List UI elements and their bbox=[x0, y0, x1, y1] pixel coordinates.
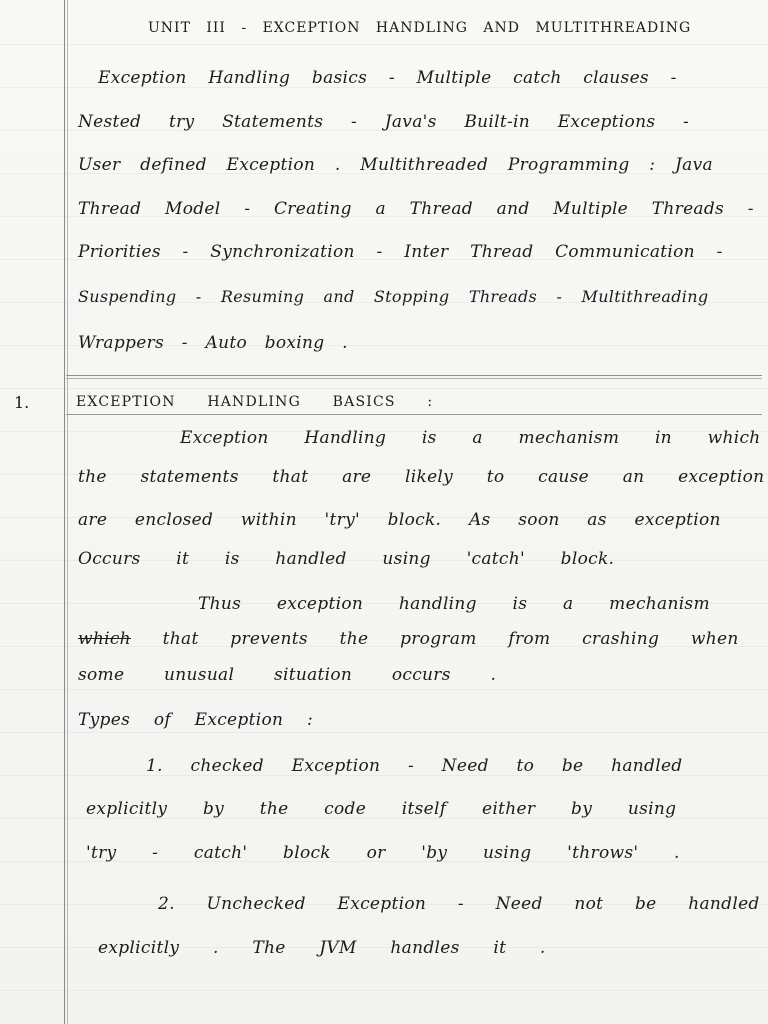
syllabus-line-3: User defined Exception . Multithreaded Programming : Java bbox=[78, 155, 713, 175]
section-number: 1. bbox=[14, 393, 30, 412]
types-heading: Types of Exception : bbox=[78, 710, 313, 730]
margin-line bbox=[64, 0, 65, 1024]
types-line-1: 1. checked Exception - Need to be handled bbox=[146, 756, 683, 776]
para1-line-2: the statements that are likely to cause an exception bbox=[78, 467, 765, 487]
para2-line-1: Thus exception handling is a mechanism bbox=[198, 594, 710, 614]
para1-line-4: Occurs it is handled using 'catch' block. bbox=[78, 549, 615, 569]
ruled-line bbox=[0, 689, 768, 690]
section-title-underline bbox=[66, 414, 762, 415]
para2-line-2-rest: that prevents the program from crashing when bbox=[162, 629, 739, 649]
syllabus-line-1: Exception Handling basics - Multiple catch clauses - bbox=[98, 68, 677, 88]
types-line-2: explicitly by the code itself either by using bbox=[86, 799, 677, 819]
ruled-line bbox=[0, 44, 768, 45]
types-line-4: 2. Unchecked Exception - Need not be handled bbox=[158, 894, 760, 914]
unit-heading: UNIT III - EXCEPTION HANDLING AND MULTITHREADING bbox=[148, 20, 692, 36]
syllabus-line-4: Thread Model - Creating a Thread and Multiple Threads - bbox=[78, 199, 754, 219]
section-separator-bottom bbox=[66, 378, 762, 379]
syllabus-line-7: Wrappers - Auto boxing . bbox=[78, 333, 348, 353]
types-line-5: explicitly . The JVM handles it . bbox=[98, 938, 546, 958]
types-line-3: 'try - catch' block or 'by using 'throws' . bbox=[86, 843, 680, 863]
ruled-line bbox=[0, 388, 768, 389]
ruled-line bbox=[0, 732, 768, 733]
section-separator-top bbox=[66, 375, 762, 376]
struck-word: which bbox=[78, 629, 131, 649]
syllabus-line-6: Suspending - Resuming and Stopping Threads - Multithreading bbox=[78, 287, 709, 306]
ruled-line bbox=[0, 990, 768, 991]
syllabus-line-2: Nested try Statements - Java's Built-in Exceptions - bbox=[78, 112, 690, 132]
para2-line-3: some unusual situation occurs . bbox=[78, 665, 497, 685]
para1-line-1: Exception Handling is a mechanism in which bbox=[180, 428, 761, 448]
para1-line-3: are enclosed within 'try' block. As soon as exception bbox=[78, 510, 721, 530]
syllabus-line-5: Priorities - Synchronization - Inter Thread Communication - bbox=[78, 242, 723, 262]
section-title: EXCEPTION HANDLING BASICS : bbox=[76, 394, 434, 410]
para2-line-2 bbox=[78, 629, 768, 649]
margin-line-inner bbox=[67, 0, 68, 1024]
